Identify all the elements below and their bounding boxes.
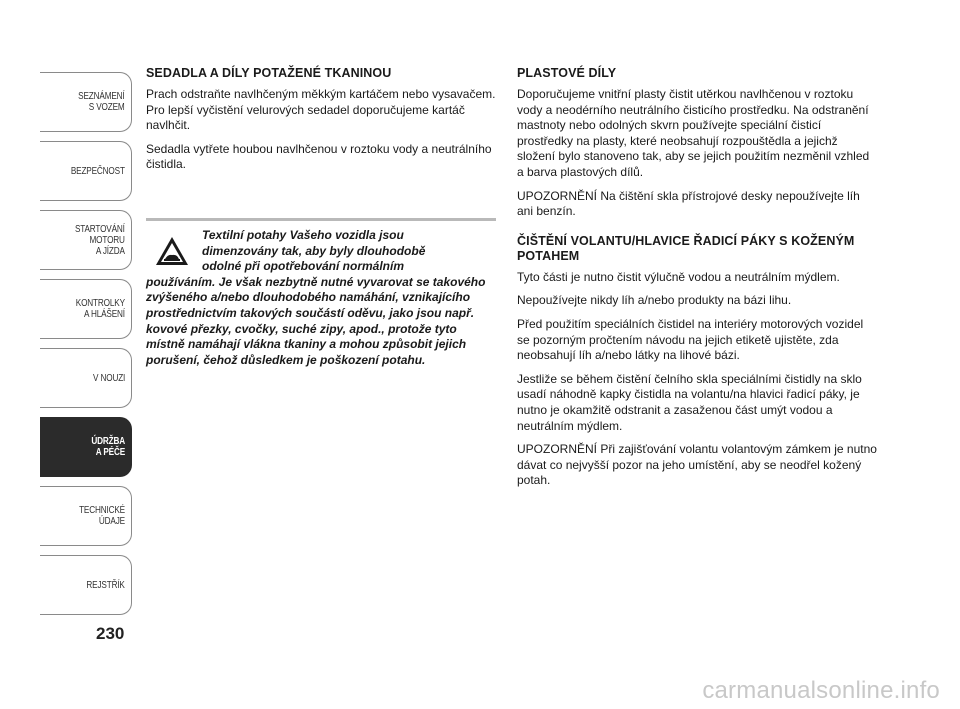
tab-rejstrik[interactable] <box>40 555 132 615</box>
tab-label: ÚDRŽBA A PÉČE <box>91 436 125 458</box>
tab-technicke-udaje[interactable] <box>40 486 132 546</box>
tab-v-nouzi[interactable] <box>40 348 132 408</box>
divider <box>146 218 496 221</box>
tab-startovani-motoru[interactable] <box>40 210 132 270</box>
warning-box <box>146 228 496 368</box>
section-heading: ČIŠTĚNÍ VOLANTU/HLAVICE ŘADICÍ PÁKY S KOŽENÝM POTAHEM <box>517 233 855 263</box>
tab-label: TECHNICKÉ ÚDAJE <box>79 505 125 527</box>
section-heading: PLASTOVÉ DÍLY <box>517 66 617 80</box>
tab-label: STARTOVÁNÍ MOTORU A JÍZDA <box>75 223 125 257</box>
paragraph: UPOZORNĚNÍ Při zajišťování volantu volantovým zámkem je nutno dávat co nejvyšší pozor na jeho umístění, aby se neodřel kožený potah. <box>517 442 877 488</box>
warning-line: dimenzovány tak, aby byly dlouhodobě <box>202 243 426 258</box>
paragraph: Jestliže se během čistění čelního skla speciálními čistidly na sklo usadí náhodně kapky čistidla na volantu/na hlavici řadicí páky, je nutno je okamžitě odstranit a zasaženou část umýt vodou a neutrálním mýdlem. <box>517 371 862 433</box>
tab-label: SEZNÁMENÍ S VOZEM <box>78 91 125 113</box>
warning-line: odolné při opotřebování normálním <box>202 259 405 274</box>
watermark: carmanualsonline.info <box>702 677 940 704</box>
tab-kontrolky-a-hlaseni[interactable] <box>40 279 132 339</box>
tab-label: BEZPEČNOST <box>71 165 125 177</box>
paragraph: Tyto části je nutno čistit výlučně vodou a neutrálním mýdlem. <box>517 269 840 284</box>
tab-label: REJSTŘÍK <box>86 579 125 591</box>
tab-udrzba-a-pece[interactable] <box>40 417 132 477</box>
page-number: 230 <box>96 624 125 643</box>
paragraph: Nepoužívejte nikdy líh a/nebo produkty na bázi lihu. <box>517 293 792 308</box>
tab-label: V NOUZI <box>92 372 125 384</box>
tab-label: KONTROLKY A HLÁŠENÍ <box>75 298 125 320</box>
tab-bezpecnost[interactable] <box>40 141 132 201</box>
paragraph: UPOZORNĚNÍ Na čištění skla přístrojové desky nepoužívejte líh ani benzín. <box>517 188 860 219</box>
right-column <box>517 66 877 497</box>
paragraph: Sedadla vytřete houbou navlhčenou v roztoku vody a neutrálního čistidla. <box>146 141 492 172</box>
left-column <box>146 66 496 181</box>
warning-text: používáním. Je však nezbytně nutné vyvarovat se takového zvýšeného a/nebo dlouhodobého namáhání, vznikajícího prostřednictvím takových součástí oděvu, jako jsou např. kovové přezky, cvočky, suché zipy, apod., protože tyto místně namáhají vlákna tkaniny a mohou způsobit jejich porušení, čehož důsledkem je poškození potahu. <box>146 274 486 367</box>
paragraph: Před použitím speciálních čistidel na interiéry motorových vozidel se pozorným pročtením návodu na jejich etiketě ujistěte, zda neobsahují líh a/nebo látky na lihové bázi. <box>517 316 864 363</box>
warning-triangle-icon <box>152 232 192 272</box>
paragraph: Prach odstraňte navlhčeným měkkým kartáčem nebo vysavačem. Pro lepší vyčistění velurových sedadel doporučujeme kartáč navlhčit. <box>146 87 496 133</box>
paragraph: Doporučujeme vnitřní plasty čistit utěrkou navlhčenou v roztoku vody a neodérního neutrálního čisticího prostředku. Na odstranění mastnoty nebo odolných skvrn používejte speciální čisticí prostředky na plasty, které neobsahují rozpouštědla a jejichž složení bylo stanoveno tak, aby se jejich použitím nezměnil vzhled a barva plastových dílů. <box>517 87 870 179</box>
warning-line: Textilní potahy Vašeho vozidla jsou <box>202 228 404 242</box>
tab-seznameni-s-vozem[interactable] <box>40 72 132 132</box>
section-heading: SEDADLA A DÍLY POTAŽENÉ TKANINOU <box>146 66 392 80</box>
